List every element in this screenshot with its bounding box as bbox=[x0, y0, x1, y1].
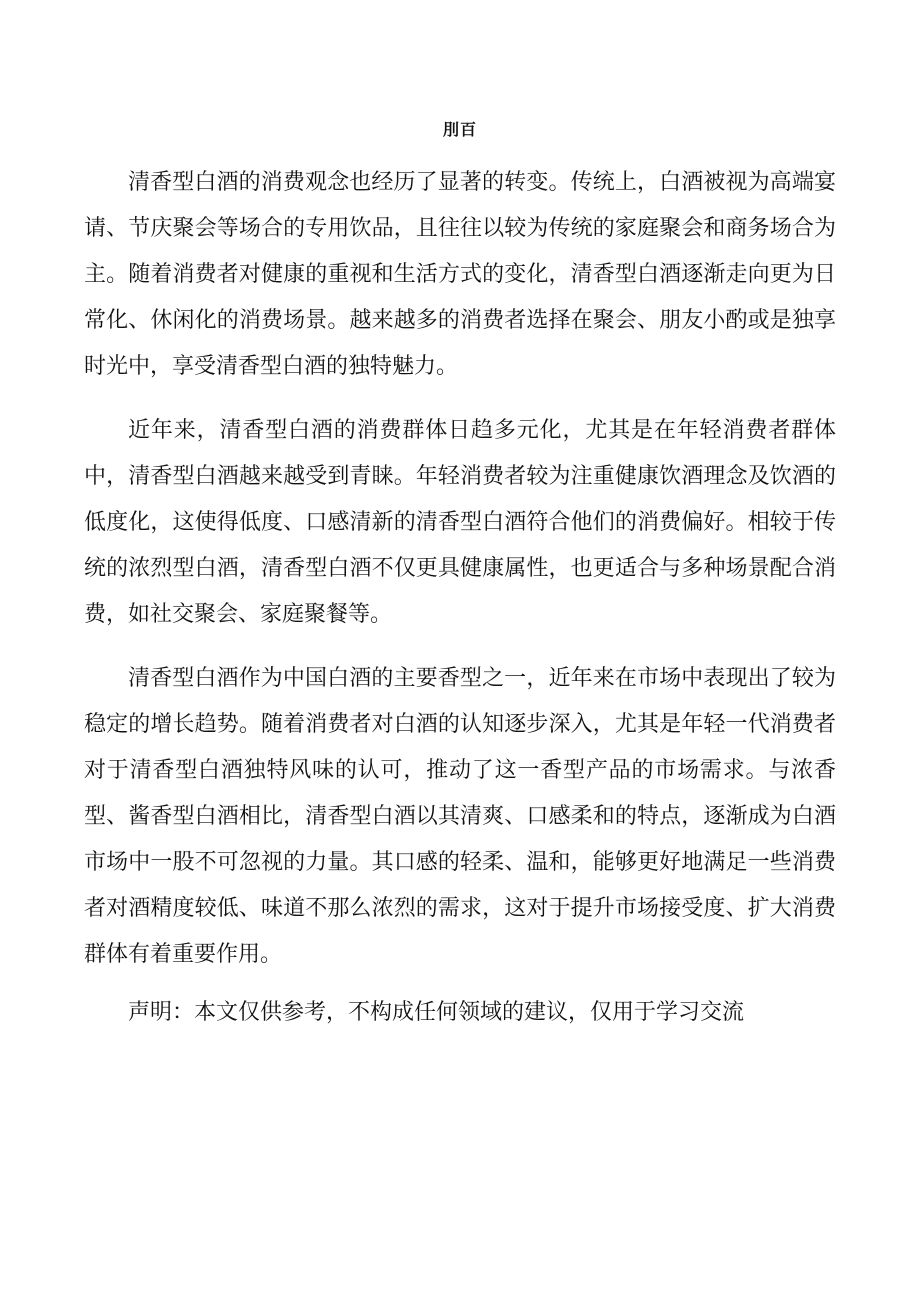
paragraph-1: 清香型白酒的消费观念也经历了显著的转变。传统上，白酒被视为高端宴请、节庆聚会等场合的专用饮品，且往往以较为传统的家庭聚会和商务场合为主。随着消费者对健康的重视和生活方式的变化，清香型白酒逐渐走向更为日常化、休闲化的消费场景。越来越多的消费者选择在聚会、朋友小酌或是独享时光中，享受清香型白酒的独特魅力。 bbox=[84, 170, 836, 379]
document-page bbox=[84, 0, 836, 1301]
paragraph-2: 近年来，清香型白酒的消费群体日趋多元化，尤其是在年轻消费者群体中，清香型白酒越来越受到青睐。年轻消费者较为注重健康饮酒理念及饮酒的低度化，这使得低度、口感清新的清香型白酒符合他们的消费偏好。相较于传统的浓烈型白酒，清香型白酒不仅更具健康属性，也更适合与多种场景配合消费，如社交聚会、家庭聚餐等。 bbox=[84, 418, 836, 627]
paragraph-3: 清香型白酒作为中国白酒的主要香型之一，近年来在市场中表现出了较为稳定的增长趋势。随着消费者对白酒的认知逐步深入，尤其是年轻一代消费者对于清香型白酒独特风味的认可，推动了这一香型产品的市场需求。与浓香型、酱香型白酒相比，清香型白酒以其清爽、口感柔和的特点，逐渐成为白酒市场中一股不可忽视的力量。其口感的轻柔、温和，能够更好地满足一些消费者对酒精度较低、味道不那么浓烈的需求，这对于提升市场接受度、扩大消费群体有着重要作用。 bbox=[84, 666, 836, 967]
disclaimer-notice: 声明：本文仅供参考，不构成任何领域的建议，仅用于学习交流 bbox=[128, 1000, 745, 1025]
document-body bbox=[84, 160, 836, 1054]
page-title: 刖百 bbox=[442, 120, 477, 139]
